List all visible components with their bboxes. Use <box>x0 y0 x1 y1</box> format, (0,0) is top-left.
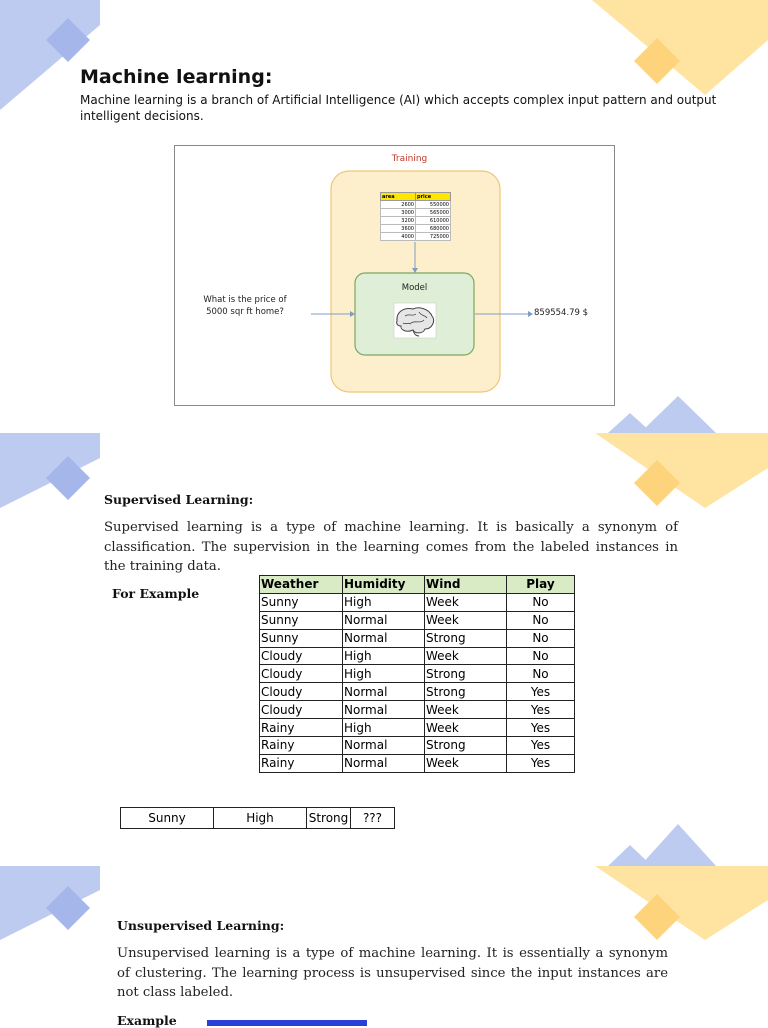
mini-table-row <box>381 209 451 217</box>
table-cell: Week <box>425 611 507 629</box>
yellow-shape <box>595 433 768 508</box>
table-header-row <box>260 576 575 594</box>
table-cell: No <box>507 665 575 683</box>
intro-text: Machine learning is a branch of Artificial Intelligence (AI) which accepts complex input pattern and output intelligent decisions. <box>80 93 717 123</box>
table-cell: Strong <box>425 629 507 647</box>
table-cell: Week <box>425 754 507 772</box>
diagram-canvas <box>175 146 614 405</box>
query-cell: Sunny <box>121 808 214 829</box>
table-cell: No <box>507 611 575 629</box>
question-line: What is the price of <box>203 295 287 305</box>
mini-table-cell: 550000 <box>416 201 451 209</box>
table-cell: Rainy <box>260 737 343 755</box>
table-cell: Yes <box>507 737 575 755</box>
table-cell: Cloudy <box>260 665 343 683</box>
blue-triangle <box>640 824 716 866</box>
mini-table-cell: 3200 <box>381 217 416 225</box>
brain-icon <box>394 303 436 338</box>
table-cell: Yes <box>507 719 575 737</box>
table-cell: Strong <box>425 665 507 683</box>
table-row <box>260 629 575 647</box>
training-diagram <box>174 145 615 406</box>
table-cell: Cloudy <box>260 701 343 719</box>
table-cell: Week <box>425 701 507 719</box>
mini-table-header <box>381 193 451 201</box>
table-cell: Week <box>425 719 507 737</box>
mini-table-cell: 680000 <box>416 225 451 233</box>
mini-table-row <box>381 233 451 241</box>
mini-data-table <box>380 192 451 241</box>
table-cell: Rainy <box>260 719 343 737</box>
table-header-cell: Weather <box>260 576 343 594</box>
supervised-paragraph: Supervised learning is a type of machine learning. It is basically a synonym of classification. The supervision in the learning comes from the labeled instances in the training data. <box>104 520 678 574</box>
mini-table-cell: 725000 <box>416 233 451 241</box>
mini-table-cell: 610000 <box>416 217 451 225</box>
table-header-cell: Play <box>507 576 575 594</box>
table-cell: Rainy <box>260 754 343 772</box>
table-cell: Sunny <box>260 629 343 647</box>
mini-table-row <box>381 217 451 225</box>
unsupervised-paragraph: Unsupervised learning is a type of machine learning. It is essentially a synonym of clustering. The learning process is unsupervised since the input instances are not class labeled. <box>117 946 668 1000</box>
page-title: Machine learning: <box>80 66 273 88</box>
decor-middle <box>0 388 768 528</box>
table-header-cell: Wind <box>425 576 507 594</box>
table-cell: No <box>507 647 575 665</box>
weather-table <box>259 575 575 773</box>
section-title-unsupervised: Unsupervised Learning: <box>117 918 285 933</box>
table-header-cell: Humidity <box>343 576 425 594</box>
mini-table-row <box>381 225 451 233</box>
mini-table-cell: 565000 <box>416 209 451 217</box>
mini-table-header-cell: area <box>381 193 416 201</box>
table-cell: Yes <box>507 701 575 719</box>
table-cell: Normal <box>343 737 425 755</box>
table-cell: Strong <box>425 737 507 755</box>
blue-shape <box>0 433 100 508</box>
table-row <box>260 593 575 611</box>
arrow-head <box>528 311 533 317</box>
mini-table-cell: 4000 <box>381 233 416 241</box>
table-cell: Normal <box>343 629 425 647</box>
table-row <box>260 683 575 701</box>
table-cell: Cloudy <box>260 683 343 701</box>
example-table-header <box>207 1020 367 1026</box>
table-cell: High <box>343 647 425 665</box>
table-cell: Sunny <box>260 611 343 629</box>
example-label: For Example <box>112 586 200 601</box>
table-cell: Normal <box>343 754 425 772</box>
table-cell: Week <box>425 647 507 665</box>
query-row-table <box>120 807 395 829</box>
query-cell: High <box>214 808 307 829</box>
table-row <box>260 611 575 629</box>
table-cell: Normal <box>343 701 425 719</box>
table-cell: Normal <box>343 683 425 701</box>
training-label: Training <box>391 154 428 164</box>
table-row <box>260 665 575 683</box>
blue-triangle <box>640 396 716 433</box>
query-row <box>121 808 395 829</box>
table-cell: High <box>343 719 425 737</box>
mini-table-cell: 3000 <box>381 209 416 217</box>
table-cell: Yes <box>507 683 575 701</box>
table-row <box>260 647 575 665</box>
table-cell: Strong <box>425 683 507 701</box>
model-label: Model <box>401 283 428 293</box>
query-cell: Strong <box>307 808 351 829</box>
query-cell: ??? <box>351 808 395 829</box>
mini-table-cell: 3600 <box>381 225 416 233</box>
question-text <box>181 294 309 318</box>
example-label: Example <box>117 1013 177 1028</box>
table-cell: Week <box>425 593 507 611</box>
decor-bottom <box>0 820 768 960</box>
mini-table-header-cell: price <box>416 193 451 201</box>
prediction-output: 859554.79 $ <box>534 308 589 318</box>
yellow-shape <box>595 866 768 940</box>
table-row <box>260 719 575 737</box>
yellow-shape <box>592 0 768 95</box>
table-cell: No <box>507 629 575 647</box>
table-cell: Sunny <box>260 593 343 611</box>
table-row <box>260 754 575 772</box>
table-cell: High <box>343 665 425 683</box>
table-row <box>260 737 575 755</box>
question-line: 5000 sqr ft home? <box>206 307 284 317</box>
table-cell: No <box>507 593 575 611</box>
section-title-supervised: Supervised Learning: <box>104 492 254 507</box>
mini-table-row <box>381 201 451 209</box>
mini-table-cell: 2600 <box>381 201 416 209</box>
table-row <box>260 701 575 719</box>
table-cell: Normal <box>343 611 425 629</box>
table-cell: High <box>343 593 425 611</box>
table-cell: Yes <box>507 754 575 772</box>
table-cell: Cloudy <box>260 647 343 665</box>
